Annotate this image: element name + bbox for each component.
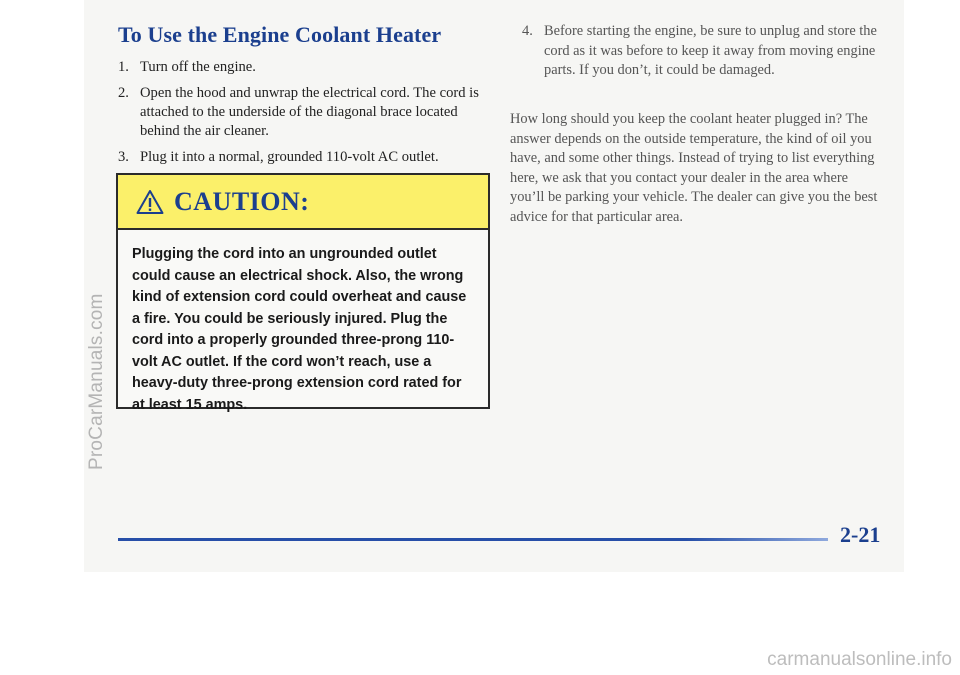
step-item — [118, 148, 488, 167]
caution-text: Plugging the cord into an ungrounded outlet could cause an electrical shock. Also, the wrong kind of extension cord could overheat and cause a fire. You could be seriously injured. Plug the cord into a properly grounded three-prong 110-volt AC outlet. If the cord won’t reach, use a heavy-duty three-prong extension cord rated for at least 15 amps. — [132, 246, 467, 413]
footer-rule — [118, 538, 828, 541]
side-watermark: ProCarManuals.com — [86, 293, 107, 470]
step-number: 1. — [118, 59, 129, 75]
caution-label: CAUTION: — [174, 186, 310, 216]
step-item — [522, 22, 882, 81]
step-item — [118, 84, 488, 141]
bottom-watermark: carmanualsonline.info — [767, 649, 952, 670]
caution-header — [118, 175, 488, 230]
step-number: 3. — [118, 149, 129, 165]
step-text: Turn off the engine. — [140, 59, 256, 75]
step-number: 2. — [118, 85, 129, 101]
body-paragraph: How long should you keep the coolant heater plugged in? The answer depends on the outside temperature, the kind of oil you have, and some other things. Instead of trying to list everything here, we ask that you contact your dealer in the area where you’ll be parking your vehicle. The dealer can give you the best advice for that particular area. — [510, 111, 878, 225]
step-text: Plug it into a normal, grounded 110-volt AC outlet. — [140, 149, 439, 165]
step-number: 4. — [522, 23, 533, 39]
step-text: Before starting the engine, be sure to unplug and store the cord as it was before to keep it away from moving engine parts. If you don’t, it could be damaged. — [544, 23, 877, 78]
step-text: Open the hood and unwrap the electrical cord. The cord is attached to the underside of the diagonal brace located behind the air cleaner. — [140, 85, 479, 139]
page-number: 2-21 — [840, 522, 881, 547]
steps-list — [118, 58, 488, 174]
section-title: To Use the Engine Coolant Heater — [118, 22, 442, 47]
step-item — [118, 58, 488, 77]
warning-triangle-icon — [136, 189, 164, 215]
caution-box — [116, 173, 490, 413]
